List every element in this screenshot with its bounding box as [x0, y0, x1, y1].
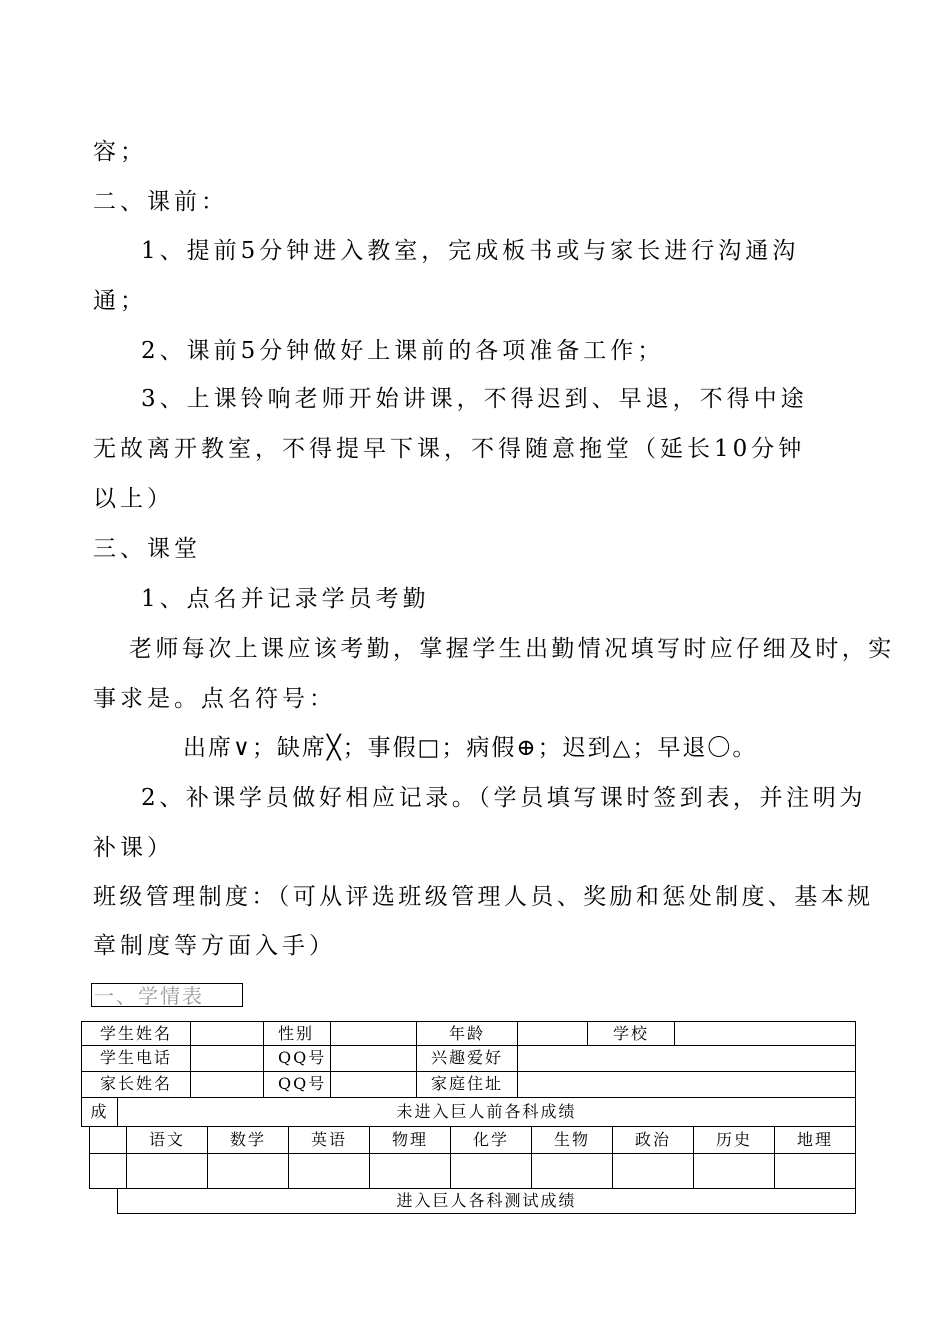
field-parent-name[interactable]	[190, 1071, 264, 1098]
field-student-name[interactable]	[190, 1021, 264, 1046]
label-student-name: 学生姓名	[81, 1021, 191, 1046]
label-hobbies: 兴趣爱好	[416, 1045, 518, 1072]
score-cell[interactable]	[369, 1153, 451, 1189]
field-home-address[interactable]	[517, 1071, 856, 1098]
score-cell[interactable]	[450, 1153, 532, 1189]
section-heading: 二、课前：	[93, 189, 228, 215]
text-line: 2、补课学员做好相应记录。（学员填写课时签到表，并注明为	[141, 785, 866, 811]
field-parent-qq[interactable]	[330, 1071, 417, 1098]
label-qq: QQ号	[263, 1045, 331, 1072]
text-line: 1、点名并记录学员考勤	[141, 586, 430, 612]
table-heading: 一、学情表	[91, 983, 243, 1007]
subject-header: 地理	[774, 1126, 856, 1154]
subject-header: 语文	[126, 1126, 208, 1154]
label-age: 年龄	[416, 1021, 518, 1046]
label-student-phone: 学生电话	[81, 1045, 191, 1072]
label-gender: 性别	[263, 1021, 331, 1046]
text-line: 3、上课铃响老师开始讲课，不得迟到、早退，不得中途	[141, 386, 808, 412]
score-cell[interactable]	[126, 1153, 208, 1189]
text-line: 1、提前5分钟进入教室，完成板书或与家长进行沟通沟	[141, 238, 800, 264]
text-line: 事求是。点名符号：	[93, 686, 336, 712]
score-cell[interactable]	[531, 1153, 613, 1189]
text-line: 补课）	[93, 835, 174, 861]
field-gender[interactable]	[330, 1021, 417, 1046]
label-school: 学校	[587, 1021, 675, 1046]
section-label: 成	[81, 1097, 118, 1127]
text-line: 老师每次上课应该考勤，掌握学生出勤情况填写时应仔细及时，实	[129, 636, 895, 662]
score-cell[interactable]	[288, 1153, 370, 1189]
text-line: 容；	[93, 139, 147, 165]
label-parent-qq: QQ号	[263, 1071, 331, 1098]
text-line: 以上）	[93, 486, 174, 512]
score-cell[interactable]	[774, 1153, 856, 1189]
subject-header: 政治	[612, 1126, 694, 1154]
subject-spacer	[89, 1126, 127, 1154]
section-heading: 三、课堂	[93, 536, 201, 562]
score-cell[interactable]	[207, 1153, 289, 1189]
subject-header: 物理	[369, 1126, 451, 1154]
score-spacer	[89, 1153, 127, 1189]
attendance-symbols: 出席∨；缺席╳；事假□；病假⊕；迟到△；早退〇。	[183, 735, 758, 761]
post-scores-title: 进入巨人各科测试成绩	[117, 1188, 856, 1214]
pre-scores-title: 未进入巨人前各科成绩	[117, 1097, 856, 1127]
field-school[interactable]	[674, 1021, 856, 1046]
field-hobbies[interactable]	[517, 1045, 856, 1072]
text-line: 2、课前5分钟做好上课前的各项准备工作；	[141, 338, 665, 364]
text-line: 章制度等方面入手）	[93, 933, 336, 959]
text-line: 班级管理制度：（可从评选班级管理人员、奖励和惩处制度、基本规	[93, 884, 874, 910]
subject-header: 历史	[693, 1126, 775, 1154]
subject-header: 生物	[531, 1126, 613, 1154]
field-age[interactable]	[517, 1021, 588, 1046]
score-cell[interactable]	[612, 1153, 694, 1189]
label-parent-name: 家长姓名	[81, 1071, 191, 1098]
field-qq[interactable]	[330, 1045, 417, 1072]
subject-header: 数学	[207, 1126, 289, 1154]
subject-header: 化学	[450, 1126, 532, 1154]
score-cell[interactable]	[693, 1153, 775, 1189]
field-student-phone[interactable]	[190, 1045, 264, 1072]
subject-header: 英语	[288, 1126, 370, 1154]
label-home-address: 家庭住址	[416, 1071, 518, 1098]
text-line: 通；	[93, 288, 147, 314]
text-line: 无故离开教室，不得提早下课，不得随意拖堂（延长10分钟	[93, 436, 806, 462]
